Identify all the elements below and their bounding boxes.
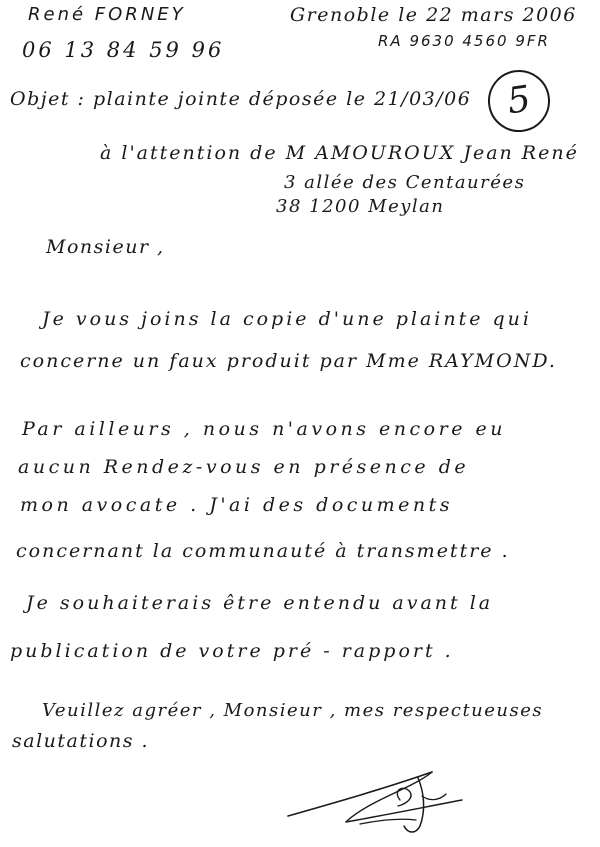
place-date: Grenoble le 22 mars 2006 <box>290 4 577 26</box>
body-line: salutations . <box>12 730 150 752</box>
object-line: Objet : plainte jointe déposée le 21/03/06 <box>10 88 472 110</box>
page-number-circle <box>484 66 554 136</box>
body-line: Je souhaiterais être entendu avant la <box>26 592 494 614</box>
sender-phone: 06 13 84 59 96 <box>22 38 225 62</box>
body-line: Je vous joins la copie d'une plainte qui <box>42 308 532 330</box>
body-line: Veuillez agréer , Monsieur , mes respectueuses <box>42 700 544 721</box>
recipient-address-line2: 38 1200 Meylan <box>276 196 445 217</box>
salutation: Monsieur , <box>46 236 165 258</box>
signature <box>280 760 480 840</box>
sender-name: René FORNEY <box>28 4 186 25</box>
body-line: Par ailleurs , nous n'avons encore eu <box>22 418 506 440</box>
body-line: mon avocate . J'ai des documents <box>20 494 454 516</box>
recipient-attention: à l'attention de M AMOUROUX Jean René <box>100 142 579 164</box>
body-line: concerne un faux produit par Mme RAYMOND. <box>20 350 557 372</box>
registered-reference: RA 9630 4560 9FR <box>378 32 550 50</box>
body-line: concernant la communauté à transmettre . <box>16 540 510 562</box>
page-number: 5 <box>504 78 534 123</box>
body-line: aucun Rendez-vous en présence de <box>18 456 470 478</box>
recipient-address-line1: 3 allée des Centaurées <box>284 172 526 193</box>
body-line: publication de votre pré - rapport . <box>10 640 454 662</box>
